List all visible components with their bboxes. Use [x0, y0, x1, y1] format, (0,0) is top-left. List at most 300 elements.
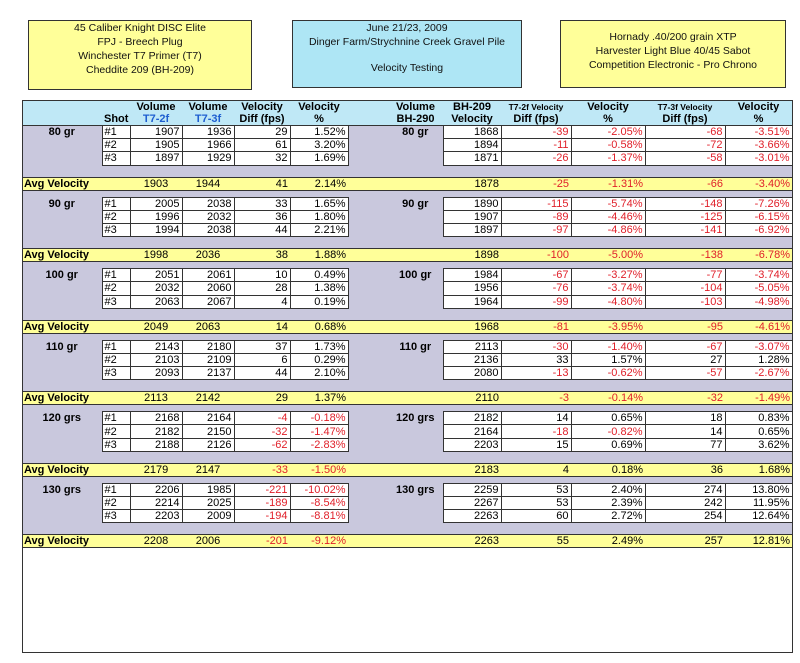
vol-t73f-value: 2109: [182, 353, 234, 366]
vel-pct-value: -0.18%: [290, 412, 348, 425]
col-t72f: T7-2f: [130, 113, 182, 126]
bh-velocity-value: 1890: [443, 197, 501, 210]
test-date: June 21/23, 2009: [366, 22, 448, 34]
t72f-diff-value: -115: [501, 197, 571, 210]
vol-t73f-value: 2060: [182, 282, 234, 295]
t72f-pct-value: -3.74%: [571, 282, 645, 295]
t72f-diff-value: -30: [501, 340, 571, 353]
vol-t73f-value: 1929: [182, 152, 234, 165]
load-info-line: Winchester T7 Primer (T7): [78, 50, 202, 62]
table-row: [22, 438, 792, 451]
t73f-diff-value: -67: [645, 340, 725, 353]
table-row: [22, 210, 792, 223]
t72f-diff-value: -97: [501, 223, 571, 236]
t72f-pct-value: -4.46%: [571, 210, 645, 223]
vol-t72f-value: 1907: [130, 126, 182, 139]
projectile-line: Harvester Light Blue 40/45 Sabot: [595, 45, 751, 57]
test-title: Velocity Testing: [370, 62, 444, 74]
vol-t73f-value: 1966: [182, 139, 234, 152]
col-t73f-diff: T7-3f Velocity: [645, 101, 725, 114]
avg-diff: 29: [234, 392, 290, 405]
avg-label: Avg Velocity: [22, 392, 102, 405]
t72f-pct-value: -1.40%: [571, 340, 645, 353]
vel-diff-value: 44: [234, 367, 290, 380]
vel-diff-value: 28: [234, 282, 290, 295]
vel-pct-value: 0.19%: [290, 295, 348, 308]
t73f-diff-value: -58: [645, 152, 725, 165]
t73f-pct-value: 0.83%: [725, 412, 792, 425]
col-t72f-diff: T7-2f Velocity: [501, 101, 571, 114]
vel-diff-value: 33: [234, 197, 290, 210]
avg-bh: 1968: [443, 320, 501, 333]
table-row: [22, 367, 792, 380]
t72f-pct-value: -0.82%: [571, 425, 645, 438]
t72f-diff-value: 60: [501, 510, 571, 523]
t73f-pct-value: 3.62%: [725, 438, 792, 451]
bh-velocity-value: 1984: [443, 269, 501, 282]
header-row-2: [22, 113, 792, 126]
avg-label: Avg Velocity: [22, 249, 102, 262]
t73f-pct-value: 11.95%: [725, 497, 792, 510]
t73f-pct-value: -5.05%: [725, 282, 792, 295]
t73f-pct-value: -3.01%: [725, 152, 792, 165]
vol-t72f-value: 2182: [130, 425, 182, 438]
avg-pct: 2.14%: [290, 177, 348, 190]
vol-t73f-value: 1985: [182, 483, 234, 496]
shot-number: #2: [102, 282, 130, 295]
avg-d3: 257: [645, 535, 725, 548]
t72f-pct-value: -4.80%: [571, 295, 645, 308]
bh-velocity-value: 2136: [443, 353, 501, 366]
vel-pct-value: 0.49%: [290, 269, 348, 282]
bh-velocity-value: 2164: [443, 425, 501, 438]
t72f-pct-value: -1.37%: [571, 152, 645, 165]
shot-number: #1: [102, 412, 130, 425]
t73f-diff-value: 14: [645, 425, 725, 438]
t72f-pct-value: 2.40%: [571, 483, 645, 496]
table-row: [22, 483, 792, 496]
table-row: [22, 295, 792, 308]
avg-p2: -3.95%: [571, 320, 645, 333]
t72f-diff-value: -67: [501, 269, 571, 282]
group-label: 120 grs: [22, 412, 102, 425]
avg-t73f: 2036: [182, 249, 234, 262]
shot-number: #3: [102, 510, 130, 523]
shot-number: #3: [102, 152, 130, 165]
t72f-pct-value: -5.74%: [571, 197, 645, 210]
group-label: 130 grs: [388, 483, 443, 496]
t73f-pct-value: -3.74%: [725, 269, 792, 282]
t72f-diff-value: 53: [501, 483, 571, 496]
avg-velocity-row: [22, 320, 792, 333]
col-pct: %: [290, 113, 348, 126]
vol-t72f-value: 2206: [130, 483, 182, 496]
shot-number: #3: [102, 223, 130, 236]
t73f-diff-value: -125: [645, 210, 725, 223]
table-row: [22, 497, 792, 510]
t72f-pct-value: -3.27%: [571, 269, 645, 282]
shot-number: #1: [102, 269, 130, 282]
t73f-pct-value: -3.07%: [725, 340, 792, 353]
shot-number: #2: [102, 497, 130, 510]
vol-t72f-value: 2203: [130, 510, 182, 523]
vol-t73f-value: 2137: [182, 367, 234, 380]
t73f-diff-value: 77: [645, 438, 725, 451]
bh-velocity-value: 2267: [443, 497, 501, 510]
table-row: [22, 152, 792, 165]
test-location: Dinger Farm/Strychnine Creek Gravel Pile: [308, 36, 506, 48]
group-label: 130 grs: [22, 483, 102, 496]
vel-diff-value: 44: [234, 223, 290, 236]
avg-p2: -1.31%: [571, 177, 645, 190]
vel-pct-value: 1.80%: [290, 210, 348, 223]
t73f-pct-value: 12.64%: [725, 510, 792, 523]
t73f-pct-value: -4.98%: [725, 295, 792, 308]
table-row: [22, 126, 792, 139]
vol-t72f-value: 2143: [130, 340, 182, 353]
header-row-1: [22, 101, 792, 114]
t73f-diff-value: -68: [645, 126, 725, 139]
table-row: [22, 412, 792, 425]
t73f-pct-value: -3.66%: [725, 139, 792, 152]
vol-t73f-value: 2180: [182, 340, 234, 353]
vol-t73f-value: 2164: [182, 412, 234, 425]
avg-p2: -0.14%: [571, 392, 645, 405]
vol-t72f-value: 2188: [130, 438, 182, 451]
t72f-pct-value: 1.57%: [571, 353, 645, 366]
avg-t72f: 2179: [130, 463, 182, 476]
t73f-pct-value: 0.65%: [725, 425, 792, 438]
load-info-line: 45 Caliber Knight DISC Elite: [74, 22, 206, 34]
shot-number: #1: [102, 126, 130, 139]
avg-pct: 0.68%: [290, 320, 348, 333]
t73f-diff-value: -141: [645, 223, 725, 236]
vol-t73f-value: 2067: [182, 295, 234, 308]
group-label: 110 gr: [388, 340, 443, 353]
group-label: 100 gr: [388, 269, 443, 282]
t72f-diff-value: -76: [501, 282, 571, 295]
avg-t73f: 2063: [182, 320, 234, 333]
t73f-diff-value: 242: [645, 497, 725, 510]
table-row: [22, 139, 792, 152]
vel-pct-value: 0.29%: [290, 353, 348, 366]
vol-t73f-value: 2032: [182, 210, 234, 223]
avg-d3: -32: [645, 392, 725, 405]
vol-t72f-value: 2168: [130, 412, 182, 425]
avg-velocity-row: [22, 463, 792, 476]
t72f-pct-value: -4.86%: [571, 223, 645, 236]
vel-diff-value: 29: [234, 126, 290, 139]
col-bh-vel: BH-209: [443, 101, 501, 114]
t72f-pct-value: -2.05%: [571, 126, 645, 139]
vel-diff-value: 61: [234, 139, 290, 152]
group-label: 90 gr: [388, 197, 443, 210]
bh-velocity-value: 1907: [443, 210, 501, 223]
bh-velocity-value: 2203: [443, 438, 501, 451]
t72f-diff-value: 15: [501, 438, 571, 451]
bh-velocity-value: 2259: [443, 483, 501, 496]
t73f-diff-value: -103: [645, 295, 725, 308]
load-info-line: Cheddite 209 (BH-209): [86, 64, 194, 76]
vel-diff-value: 6: [234, 353, 290, 366]
avg-t72f: 1998: [130, 249, 182, 262]
table-row: [22, 197, 792, 210]
vol-t73f-value: 2061: [182, 269, 234, 282]
group-label: 80 gr: [388, 126, 443, 139]
avg-bh: 1898: [443, 249, 501, 262]
avg-d2: -25: [501, 177, 571, 190]
vol-t73f-value: 1936: [182, 126, 234, 139]
table-row: [22, 353, 792, 366]
bh-velocity-value: 2080: [443, 367, 501, 380]
vol-t72f-value: 2051: [130, 269, 182, 282]
avg-t72f: 1903: [130, 177, 182, 190]
vel-pct-value: -10.02%: [290, 483, 348, 496]
vel-pct-value: 2.21%: [290, 223, 348, 236]
group-label: 80 gr: [22, 126, 102, 139]
vel-pct-value: 1.38%: [290, 282, 348, 295]
vel-pct-value: -2.83%: [290, 438, 348, 451]
bh-velocity-value: 1871: [443, 152, 501, 165]
vol-t72f-value: 2093: [130, 367, 182, 380]
t73f-diff-value: -57: [645, 367, 725, 380]
col-vol-t72f: Volume: [130, 101, 182, 114]
bh-velocity-value: 1956: [443, 282, 501, 295]
avg-t73f: 2006: [182, 535, 234, 548]
t72f-diff-value: -18: [501, 425, 571, 438]
avg-pct: -9.12%: [290, 535, 348, 548]
col-diff-fps-3: Diff (fps): [645, 113, 725, 126]
vol-t72f-value: 1994: [130, 223, 182, 236]
bh-velocity-value: 2113: [443, 340, 501, 353]
projectile-line: Competition Electronic - Pro Chrono: [588, 59, 758, 71]
vol-t73f-value: 2038: [182, 197, 234, 210]
bh-velocity-value: 1964: [443, 295, 501, 308]
t73f-diff-value: -77: [645, 269, 725, 282]
vel-pct-value: -8.54%: [290, 497, 348, 510]
col-velocity: Velocity: [443, 113, 501, 126]
avg-d2: 55: [501, 535, 571, 548]
vel-pct-value: 1.69%: [290, 152, 348, 165]
projectile-info-box: [560, 20, 786, 88]
t72f-diff-value: -99: [501, 295, 571, 308]
t73f-pct-value: -6.92%: [725, 223, 792, 236]
t73f-pct-value: -3.51%: [725, 126, 792, 139]
shot-number: #3: [102, 438, 130, 451]
vel-diff-value: -221: [234, 483, 290, 496]
t73f-diff-value: 27: [645, 353, 725, 366]
avg-p2: -5.00%: [571, 249, 645, 262]
vol-t72f-value: 2032: [130, 282, 182, 295]
vol-t72f-value: 1897: [130, 152, 182, 165]
t72f-diff-value: -11: [501, 139, 571, 152]
avg-bh: 2110: [443, 392, 501, 405]
bh-velocity-value: 1868: [443, 126, 501, 139]
vol-t72f-value: 1905: [130, 139, 182, 152]
t72f-diff-value: -26: [501, 152, 571, 165]
group-label: 120 grs: [388, 412, 443, 425]
load-info-box: [28, 20, 252, 90]
vel-diff-value: -32: [234, 425, 290, 438]
load-info-line: FPJ - Breech Plug: [97, 36, 183, 48]
t72f-diff-value: -89: [501, 210, 571, 223]
col-t73f: T7-3f: [182, 113, 234, 126]
shot-number: #1: [102, 197, 130, 210]
t72f-pct-value: 2.39%: [571, 497, 645, 510]
vol-t73f-value: 2150: [182, 425, 234, 438]
avg-t72f: 2113: [130, 392, 182, 405]
avg-p3: -3.40%: [725, 177, 792, 190]
shot-number: #1: [102, 483, 130, 496]
col-vel-pct3: Velocity: [725, 101, 792, 114]
vol-t73f-value: 2025: [182, 497, 234, 510]
vel-diff-value: 10: [234, 269, 290, 282]
t73f-diff-value: -148: [645, 197, 725, 210]
shot-number: #3: [102, 367, 130, 380]
t72f-pct-value: 0.65%: [571, 412, 645, 425]
col-bh290: BH-290: [388, 113, 443, 126]
avg-t73f: 1944: [182, 177, 234, 190]
t73f-diff-value: 274: [645, 483, 725, 496]
t73f-diff-value: 18: [645, 412, 725, 425]
col-vol-t73f: Volume: [182, 101, 234, 114]
vel-pct-value: 3.20%: [290, 139, 348, 152]
group-label: 110 gr: [22, 340, 102, 353]
col-vel-pct: Velocity: [290, 101, 348, 114]
t72f-pct-value: -0.62%: [571, 367, 645, 380]
col-vel-pct2: Velocity: [571, 101, 645, 114]
col-shot: Shot: [104, 113, 129, 125]
table-row: [22, 223, 792, 236]
col-diff-fps-2: Diff (fps): [501, 113, 571, 126]
table-row: [22, 510, 792, 523]
avg-p2: 0.18%: [571, 463, 645, 476]
avg-bh: 2263: [443, 535, 501, 548]
avg-pct: 1.88%: [290, 249, 348, 262]
vol-t72f-value: 2214: [130, 497, 182, 510]
avg-pct: -1.50%: [290, 463, 348, 476]
vel-pct-value: -8.81%: [290, 510, 348, 523]
col-diff-fps: Diff (fps): [234, 113, 290, 126]
avg-t72f: 2049: [130, 320, 182, 333]
avg-p3: -6.78%: [725, 249, 792, 262]
group-label: 90 gr: [22, 197, 102, 210]
avg-bh: 1878: [443, 177, 501, 190]
avg-diff: 41: [234, 177, 290, 190]
avg-pct: 1.37%: [290, 392, 348, 405]
avg-t73f: 2142: [182, 392, 234, 405]
avg-velocity-row: [22, 535, 792, 548]
vol-t73f-value: 2038: [182, 223, 234, 236]
t72f-pct-value: 2.72%: [571, 510, 645, 523]
vel-pct-value: 2.10%: [290, 367, 348, 380]
t72f-diff-value: 33: [501, 353, 571, 366]
avg-label: Avg Velocity: [22, 535, 102, 548]
avg-t72f: 2208: [130, 535, 182, 548]
vol-t72f-value: 2103: [130, 353, 182, 366]
avg-p2: 2.49%: [571, 535, 645, 548]
avg-diff: -201: [234, 535, 290, 548]
bh-velocity-value: 1894: [443, 139, 501, 152]
avg-label: Avg Velocity: [22, 320, 102, 333]
avg-velocity-row: [22, 249, 792, 262]
avg-label: Avg Velocity: [22, 463, 102, 476]
avg-p3: 12.81%: [725, 535, 792, 548]
t73f-diff-value: -104: [645, 282, 725, 295]
avg-diff: -33: [234, 463, 290, 476]
vel-pct-value: 1.65%: [290, 197, 348, 210]
avg-d2: -100: [501, 249, 571, 262]
vol-t72f-value: 1996: [130, 210, 182, 223]
t73f-pct-value: -6.15%: [725, 210, 792, 223]
avg-d2: 4: [501, 463, 571, 476]
shot-number: #2: [102, 353, 130, 366]
t72f-diff-value: 53: [501, 497, 571, 510]
bh-velocity-value: 2182: [443, 412, 501, 425]
vel-pct-value: 1.52%: [290, 126, 348, 139]
avg-diff: 38: [234, 249, 290, 262]
avg-t73f: 2147: [182, 463, 234, 476]
shot-number: #2: [102, 210, 130, 223]
velocity-table: [22, 100, 793, 548]
shot-number: #3: [102, 295, 130, 308]
vel-diff-value: 4: [234, 295, 290, 308]
projectile-line: Hornady .40/200 grain XTP: [609, 31, 737, 43]
vel-pct-value: 1.73%: [290, 340, 348, 353]
avg-bh: 2183: [443, 463, 501, 476]
t72f-pct-value: -0.58%: [571, 139, 645, 152]
avg-p3: 1.68%: [725, 463, 792, 476]
col-vol-bh: Volume: [388, 101, 443, 114]
shot-number: #1: [102, 340, 130, 353]
vol-t73f-value: 2009: [182, 510, 234, 523]
table-row: [22, 340, 792, 353]
table-row: [22, 282, 792, 295]
avg-p3: -4.61%: [725, 320, 792, 333]
vel-pct-value: -1.47%: [290, 425, 348, 438]
t73f-pct-value: 13.80%: [725, 483, 792, 496]
t72f-diff-value: -39: [501, 126, 571, 139]
shot-number: #2: [102, 425, 130, 438]
t72f-pct-value: 0.69%: [571, 438, 645, 451]
t72f-diff-value: 14: [501, 412, 571, 425]
col-pct-3: %: [725, 113, 792, 126]
vol-t72f-value: 2063: [130, 295, 182, 308]
vol-t72f-value: 2005: [130, 197, 182, 210]
t73f-diff-value: -72: [645, 139, 725, 152]
vel-diff-value: 37: [234, 340, 290, 353]
avg-p3: -1.49%: [725, 392, 792, 405]
avg-d3: -138: [645, 249, 725, 262]
bh-velocity-value: 1897: [443, 223, 501, 236]
test-info-box: [292, 20, 522, 88]
group-label: 100 gr: [22, 269, 102, 282]
vel-diff-value: -4: [234, 412, 290, 425]
avg-velocity-row: [22, 392, 792, 405]
col-pct-2: %: [571, 113, 645, 126]
t73f-pct-value: -7.26%: [725, 197, 792, 210]
avg-d2: -81: [501, 320, 571, 333]
avg-velocity-row: [22, 177, 792, 190]
t73f-pct-value: 1.28%: [725, 353, 792, 366]
table-row: [22, 269, 792, 282]
avg-d3: -95: [645, 320, 725, 333]
vel-diff-value: -62: [234, 438, 290, 451]
avg-d2: -3: [501, 392, 571, 405]
vel-diff-value: 32: [234, 152, 290, 165]
avg-d3: 36: [645, 463, 725, 476]
vel-diff-value: -194: [234, 510, 290, 523]
